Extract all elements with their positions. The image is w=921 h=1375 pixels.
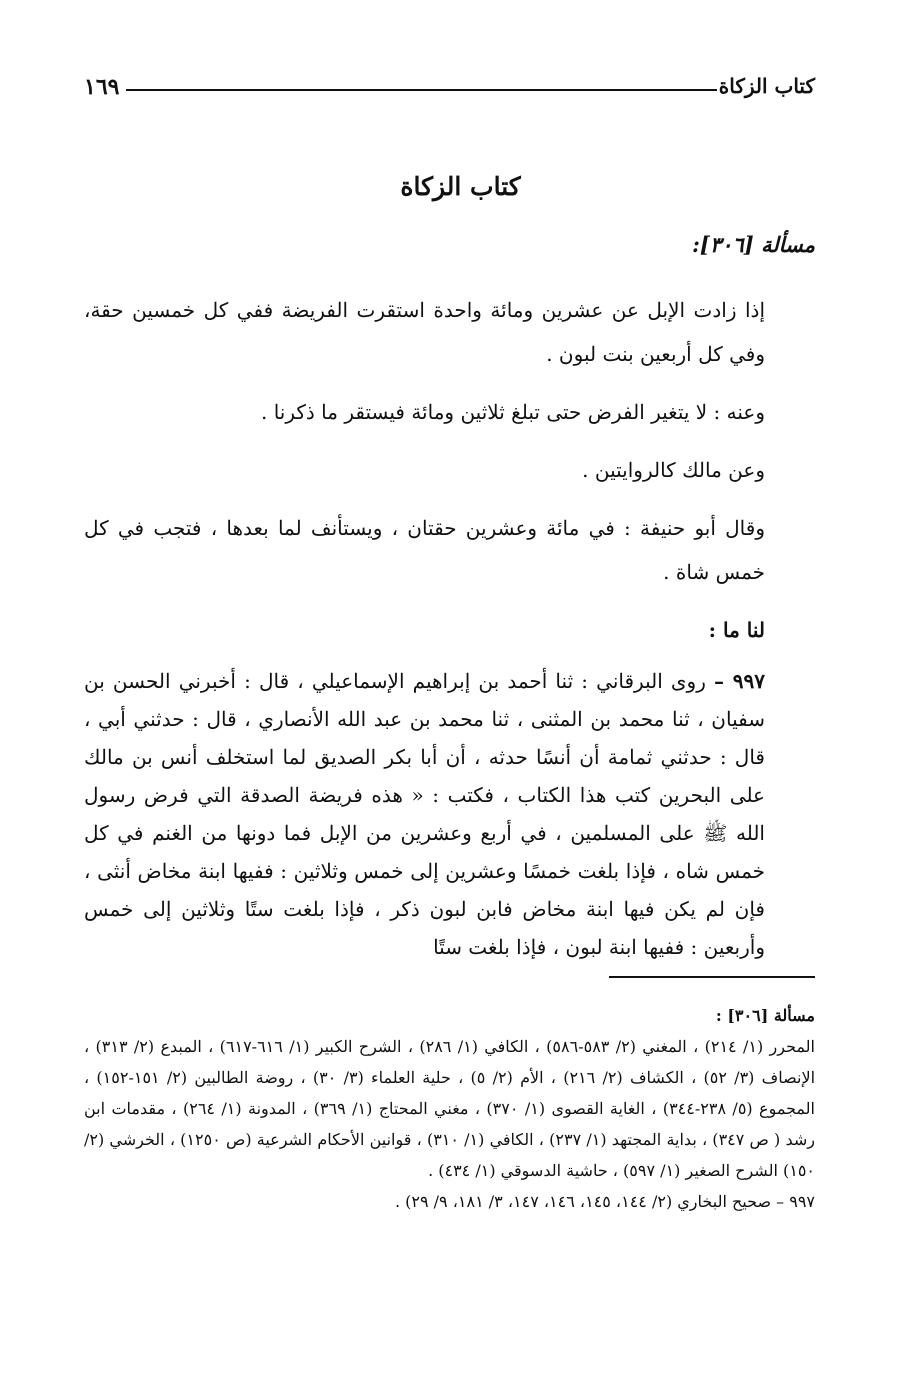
running-header [84,74,815,108]
footnote-separator [609,976,815,978]
chapter-title: كتاب الزكاة [400,172,521,201]
issue-label: مسألة [٣٠٦]: [692,232,815,257]
running-title: كتاب الزكاة [718,74,815,98]
main-text [84,288,815,980]
page-number: ١٦٩ [84,74,120,100]
hadith-text: روى البرقاني : ثنا أحمد بن إبراهيم الإسماعيلي ، قال : أخبرني الحسن بن سفيان ، ثنا محمد بن المثنى ، ثنا محمد بن عبد الله الأنصاري ، قال : حدثني أبي ، قال : حدثني ثمامة أن أنسًا حدثه ، أن أبا بكر الصديق لما استخلف أنس بن مالك على البحرين كتب هذا الكتاب ، فكتب : « هذه فريضة الصدقة التي فرض رسول الله ﷺ على المسلمين ، في أربع وعشرين من الإبل فما دونها من الغنم في كل خمس شاه ، فإذا بلغت خمسًا وعشرين إلى خمس وثلاثين : ففيها ابنة مخاض أنثى ، فإن لم يكن فيها ابنة مخاض فابن لبون ذكر ، فإذا بلغت ستًا وثلاثين إلى خمس وأربعين : ففيها ابنة لبون ، فإذا بلغت ستًا [84,669,765,959]
hadith-paragraph [84,662,815,966]
footnote-references: المحرر (١/ ٢١٤) ، المغني (٢/ ٥٨٣-٥٨٦) ، الكافي (١/ ٢٨٦) ، الشرح الكبير (١/ ٦١٦-٦١٧) ، المبدع (٢/ ٣١٣) ، الإنصاف (٣/ ٥٢) ، الكشاف (٢/ ٢١٦) ، الأم (٢/ ٥) ، حلية العلماء (٣/ ٣٠) ، روضة الطالبين (٢/ ١٥١-١٥٢) ، المجموع (٥/ ٢٣٨-٣٤٤) ، الغاية القصوى (١/ ٣٧٠) ، مغني المحتاج (١/ ٣٦٩) ، المدونة (١/ ٢٦٤) ، مقدمات ابن رشد ( ص ٣٤٧) ، بداية المجتهد (١/ ٢٣٧) ، الكافي (١/ ٣١٠) ، قوانين الأحكام الشرعية (ص ١٢٥٠) ، الخرشي (٢/ ١٥٠) الشرح الصغير (١/ ٥٩٧) ، حاشية الدسوقي (١/ ٤٣٤) . [84,1037,816,1180]
hadith-number: ٩٩٧ – [714,669,765,693]
footnote-heading: مسألة [٣٠٦] : [715,1006,815,1025]
footnote-hadith-reference: ٩٩٧ – صحيح البخاري (٢/ ١٤٤، ١٤٥، ١٤٦، ١٤٧، ٣/ ١٨١، ٩/ ٢٩) . [394,1192,815,1211]
paragraph: وعن مالك كالروايتين . [582,458,765,482]
paragraph: لنا ما : [708,618,765,642]
paragraph: وعنه : لا يتغير الفرض حتى تبلغ ثلاثين ومائة فيستقر ما ذكرنا . [260,400,765,424]
footnotes [84,1000,815,1217]
paragraph: إذا زادت الإبل عن عشرين ومائة واحدة استقرت الفريضة ففي كل خمسين حقة، وفي كل أربعين بنت لبون . [84,298,765,366]
header-rule [126,89,717,91]
paragraph: وقال أبو حنيفة : في مائة وعشرين حقتان ، ويستأنف لما بعدها ، فتجب في كل خمس شاة . [84,516,765,584]
